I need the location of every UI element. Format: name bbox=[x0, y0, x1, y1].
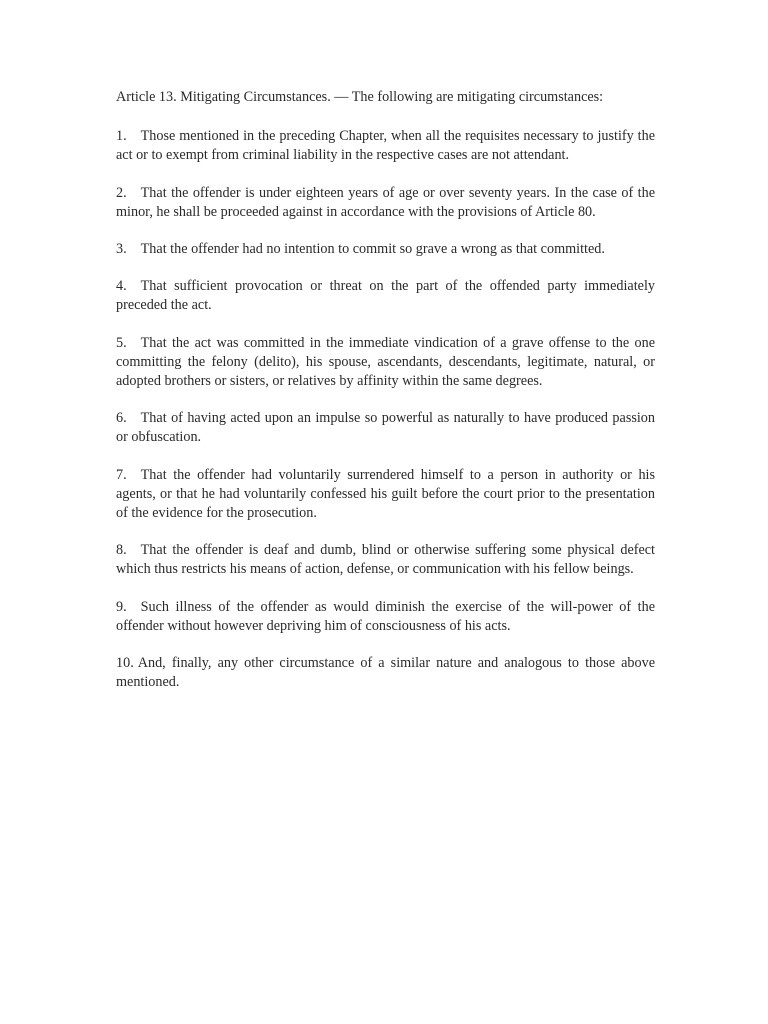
list-item bbox=[116, 277, 655, 315]
item-number: 10. bbox=[116, 655, 134, 672]
item-text: That the offender had voluntarily surrendered himself to a person in authority or his agents, or that he had voluntarily confessed his guilt before the court prior to the presentation of the evidence for the prosecution. bbox=[116, 466, 655, 522]
list-item bbox=[116, 466, 655, 524]
list-item bbox=[116, 598, 655, 636]
item-number: 4. bbox=[116, 278, 127, 295]
item-number: 7. bbox=[116, 466, 127, 483]
item-text: And, finally, any other circumstance of a similar nature and analogous to those above mentioned. bbox=[116, 655, 655, 691]
item-number: 5. bbox=[116, 334, 127, 351]
item-text: That the act was committed in the immediate vindication of a grave offense to the one committing the felony (delito), his spouse, ascendants, descendants, legitimate, natural, or adopted brothers or sisters, or relatives by affinity within the same degrees. bbox=[116, 334, 655, 390]
list-item bbox=[116, 541, 655, 579]
item-text: That sufficient provocation or threat on the part of the offended party immediately preceded the act. bbox=[116, 278, 655, 314]
document-page bbox=[116, 88, 655, 710]
item-number: 3. bbox=[116, 241, 127, 258]
item-text: That the offender had no intention to commit so grave a wrong as that committed. bbox=[140, 241, 605, 258]
item-number: 8. bbox=[116, 542, 127, 559]
item-number: 6. bbox=[116, 410, 127, 427]
item-text: That the offender is under eighteen years of age or over seventy years. In the case of the minor, he shall be proceeded against in accordance with the provisions of Article 80. bbox=[116, 184, 655, 220]
item-number: 1. bbox=[116, 128, 127, 145]
article-heading: Article 13. Mitigating Circumstances. — The following are mitigating circumstances: bbox=[116, 89, 604, 105]
circumstances-list bbox=[116, 127, 655, 692]
item-text: Those mentioned in the preceding Chapter, when all the requisites necessary to justify the act or to exempt from criminal liability in the respective cases are not attendant. bbox=[116, 128, 655, 164]
item-number: 9. bbox=[116, 598, 127, 615]
list-item bbox=[116, 409, 655, 447]
list-item bbox=[116, 334, 655, 392]
item-text: Such illness of the offender as would diminish the exercise of the will-power of the offender without however depriving him of consciousness of his acts. bbox=[116, 598, 655, 634]
list-item bbox=[116, 240, 655, 259]
list-item bbox=[116, 184, 655, 222]
list-item bbox=[116, 654, 655, 692]
list-item bbox=[116, 127, 655, 165]
item-number: 2. bbox=[116, 184, 127, 201]
item-text: That of having acted upon an impulse so powerful as naturally to have produced passion or obfuscation. bbox=[116, 410, 655, 446]
item-text: That the offender is deaf and dumb, blind or otherwise suffering some physical defect which thus restricts his means of action, defense, or communication with his fellow beings. bbox=[116, 542, 655, 578]
